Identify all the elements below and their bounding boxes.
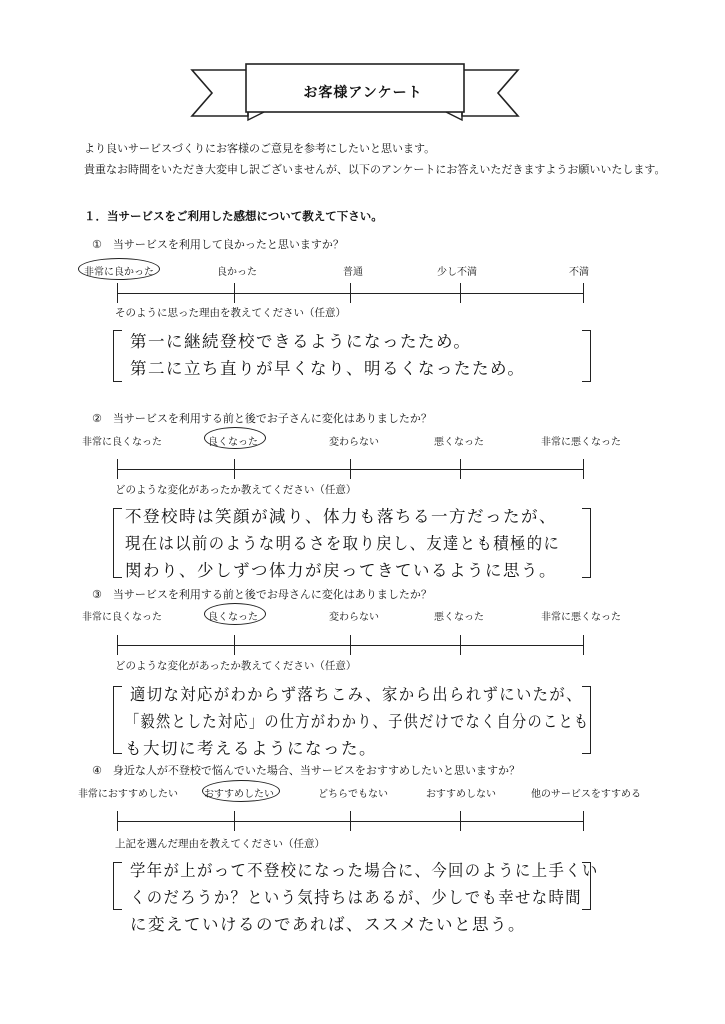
intro-line-1: より良いサービスづくりにお客様のご意見を参考にしたいと思います。 xyxy=(84,142,436,155)
selected-circle xyxy=(204,603,266,625)
scale-tick xyxy=(350,811,351,831)
handwritten-answer-line: 第一に継続登校できるようになったため。 xyxy=(130,332,472,351)
scale-tick xyxy=(460,811,461,831)
scale-tick xyxy=(350,635,351,655)
handwritten-answer-line: 「毅然とした対応」の仕方がわかり、子供だけでなく自分のことも xyxy=(125,712,590,731)
answer-bracket-right xyxy=(582,508,591,578)
handwritten-answer-line: くのだろうか？という気持ちはあるが、少しでも幸せな時間 xyxy=(130,888,582,907)
scale-tick xyxy=(583,459,584,479)
option-improved[interactable]: 良くなった xyxy=(208,612,258,623)
page-title: お客様アンケート xyxy=(303,85,423,101)
option-unsatisfied[interactable]: 不満 xyxy=(569,267,589,278)
handwritten-answer-line: 現在は以前のような明るさを取り戻し、友達とも積極的に xyxy=(125,534,561,553)
handwritten-answer-line: 学年が上がって不登校になった場合に、今回のように上手くい xyxy=(130,861,599,880)
option-very-improved[interactable]: 非常に良くなった xyxy=(82,612,162,623)
scale-tick xyxy=(583,811,584,831)
option-slightly-unsatisfied[interactable]: 少し不満 xyxy=(437,267,477,278)
handwritten-answer-line: も大切に考えるようになった。 xyxy=(125,739,377,758)
scale-tick xyxy=(117,811,118,831)
handwritten-answer-line: 適切な対応がわからず落ちこみ、家から出られずにいたが、 xyxy=(130,685,583,704)
reason-label: 上記を選んだ理由を教えてください（任意） xyxy=(115,838,325,850)
scale-tick xyxy=(460,283,461,303)
question-label: ① 当サービスを利用して良かったと思いますか？ xyxy=(92,238,344,251)
option-not-recommend[interactable]: おすすめしない xyxy=(425,789,497,800)
answer-bracket-left xyxy=(113,330,122,382)
selected-circle xyxy=(204,427,266,449)
option-worse[interactable]: 悪くなった xyxy=(434,437,484,448)
scale-tick xyxy=(350,283,351,303)
option-worse[interactable]: 悪くなった xyxy=(434,612,484,623)
scale-tick xyxy=(234,459,235,479)
scale-tick xyxy=(350,459,351,479)
answer-bracket-right xyxy=(582,330,591,382)
option-very-improved[interactable]: 非常に良くなった xyxy=(82,437,162,448)
answer-bracket-left xyxy=(113,862,122,910)
option-unchanged[interactable]: 変わらない xyxy=(329,437,379,448)
scale-tick xyxy=(234,283,235,303)
option-improved[interactable]: 良くなった xyxy=(208,437,258,448)
handwritten-answer-line: 関わり、少しずつ体力が戻ってきているように思う。 xyxy=(125,561,557,580)
scale-tick xyxy=(234,811,235,831)
answer-bracket-left xyxy=(113,686,122,754)
option-unchanged[interactable]: 変わらない xyxy=(329,612,379,623)
handwritten-answer-line: 第二に立ち直りが早くなり、明るくなったため。 xyxy=(130,359,526,378)
scale-tick xyxy=(460,635,461,655)
handwritten-answer-line: 不登校時は笑顔が減り、体力も落ちる一方だったが、 xyxy=(125,507,557,526)
section-heading: １．当サービスをご利用した感想について教えて下さい。 xyxy=(84,209,383,223)
option-strongly-recommend[interactable]: 非常におすすめしたい xyxy=(77,789,179,800)
scale-tick xyxy=(583,283,584,303)
reason-label: どのような変化があったか教えてください（任意） xyxy=(115,484,357,496)
intro-line-2: 貴重なお時間をいただき大変申し訳ございませんが、以下のアンケートにお答えいただきますようお願いいたします。 xyxy=(84,163,666,176)
option-neither[interactable]: どちらでもない xyxy=(318,789,388,800)
option-very-good[interactable]: 非常に良かった xyxy=(84,267,154,278)
scale-tick xyxy=(117,283,118,303)
option-neutral[interactable]: 普通 xyxy=(343,267,363,278)
reason-label: そのように思った理由を教えてください（任意） xyxy=(115,307,346,319)
question-label: ② 当サービスを利用する前と後でお子さんに変化はありましたか？ xyxy=(92,412,432,425)
option-much-worse[interactable]: 非常に悪くなった xyxy=(541,437,621,448)
scale-tick xyxy=(460,459,461,479)
answer-bracket-left xyxy=(113,508,122,578)
handwritten-answer-line: に変えていけるのであれば、ススメたいと思う。 xyxy=(130,915,526,934)
option-recommend[interactable]: おすすめしたい xyxy=(203,789,275,800)
scale-tick xyxy=(117,459,118,479)
scale-tick xyxy=(583,635,584,655)
question-label: ④ 身近な人が不登校で悩んでいた場合、当サービスをおすすめしたいと思いますか？ xyxy=(92,764,520,777)
selected-circle xyxy=(78,258,160,280)
option-recommend-other[interactable]: 他のサービスをすすめる xyxy=(530,789,642,800)
question-label: ③ 当サービスを利用する前と後でお母さんに変化はありましたか？ xyxy=(92,588,432,601)
reason-label: どのような変化があったか教えてください（任意） xyxy=(115,660,357,672)
selected-circle xyxy=(202,780,280,802)
scale-tick xyxy=(234,635,235,655)
option-good[interactable]: 良かった xyxy=(217,267,257,278)
option-much-worse[interactable]: 非常に悪くなった xyxy=(541,612,621,623)
scale-tick xyxy=(117,635,118,655)
